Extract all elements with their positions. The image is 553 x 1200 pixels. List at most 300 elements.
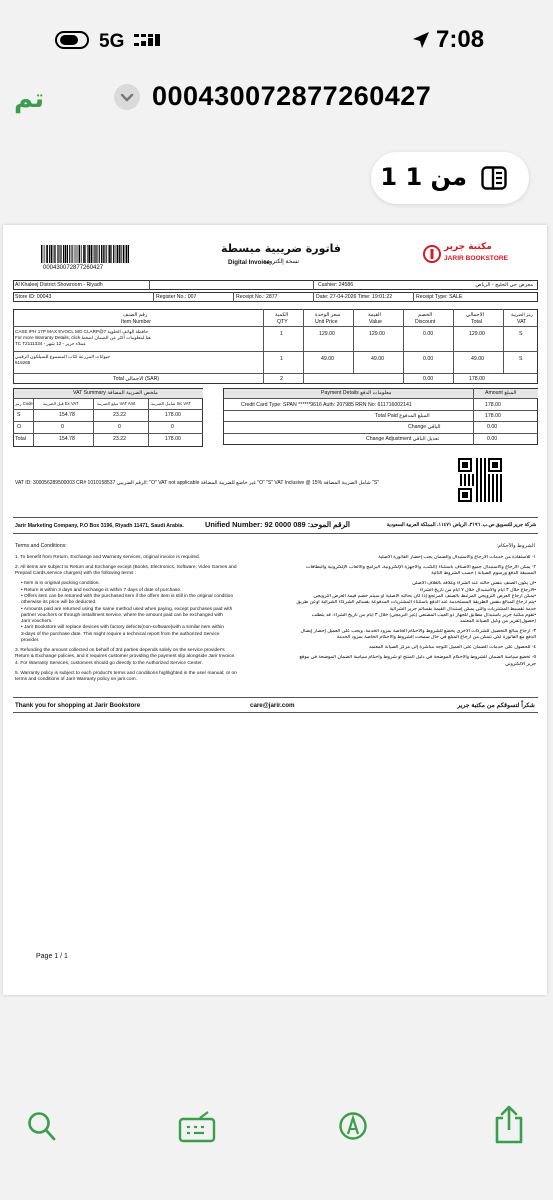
qr-module: [468, 480, 470, 482]
vat-row3-amt: 23.22: [113, 436, 126, 442]
receipt-type: Receipt Type: SALE: [416, 294, 463, 300]
qr-module: [500, 484, 502, 486]
qr-module: [492, 476, 494, 478]
qr-module: [484, 476, 486, 478]
qr-module: [488, 480, 490, 482]
vat-header-inc: شامل الضريبة Inc VAT: [151, 401, 191, 406]
barcode-bar: [115, 245, 116, 263]
cashier: Cashier: 24586: [318, 282, 354, 288]
barcode-bar: [91, 245, 93, 263]
qr-module: [480, 496, 482, 498]
qr-module: [492, 488, 494, 490]
barcode-bar: [54, 245, 55, 263]
qr-module: [496, 478, 498, 480]
item-2-qty: 1: [280, 356, 283, 362]
total-paid-label: Total Paid المبلغ المدفوع: [375, 413, 430, 419]
qr-module: [468, 478, 470, 480]
barcode-bar: [51, 245, 53, 263]
qr-module: [496, 494, 498, 496]
page-indicator[interactable]: [371, 152, 529, 204]
qr-module: [496, 490, 498, 492]
qr-module: [480, 476, 482, 478]
logo-text-ar: مكتبة جرير: [444, 242, 492, 252]
terms-en-line: 3. Refunding the amount collected on behalf of 3rd parties depends solely on the service provider's: [15, 648, 225, 653]
text-markup-icon[interactable]: [178, 1110, 216, 1144]
terms-en-line: • Item is in original packing condition.: [21, 581, 100, 587]
barcode-bar: [99, 245, 100, 263]
qr-module: [484, 496, 486, 498]
document-title: 000430072877260427: [152, 81, 432, 111]
barcode-bar: [108, 245, 109, 263]
item-2-vat: S: [519, 356, 523, 362]
barcode-bar: [103, 245, 104, 263]
qr-module: [500, 496, 502, 498]
qr-module: [500, 486, 502, 488]
header-qty-ar: الكمية: [275, 312, 289, 318]
qr-module: [488, 486, 490, 488]
qr-module: [484, 462, 486, 464]
item-2-total: 49.00: [471, 356, 484, 362]
qr-module: [476, 458, 478, 460]
barcode-number: 000430072877260427: [43, 265, 104, 271]
qr-module: [464, 476, 466, 478]
barcode-bar: [45, 245, 46, 263]
total-qty: 2: [280, 376, 283, 382]
logo-text-en: JARIR BOOKSTORE: [444, 255, 508, 262]
header-discount-en: Discount: [415, 319, 436, 325]
vat-row1-amt: 23.22: [113, 412, 126, 418]
barcode-bar: [72, 245, 73, 263]
barcode-bar: [46, 245, 48, 263]
qr-module: [476, 476, 478, 478]
item-2-value: 49.00: [371, 356, 384, 362]
qr-module: [460, 480, 462, 482]
qr-module: [464, 474, 466, 476]
page-number: Page 1 / 1: [36, 953, 68, 960]
pen-annotate-icon[interactable]: [338, 1110, 368, 1144]
qr-module: [496, 486, 498, 488]
company-address-ar: شركة جرير للتسويق ص.ب. ٣١٩٦، الرياض ١١٤٧١، المملكة العربية السعودية: [386, 523, 536, 528]
terms-ar-line: •أن يكون الصنف بنفس حالته عند الشراء وغلافه بالغلاف الأصلي: [412, 581, 536, 587]
terms-en-line: Jarir vouchers.: [21, 619, 53, 625]
showroom-en: Al Khaleej District Showroom - Riyadh: [15, 282, 103, 288]
qr-finder: [492, 462, 498, 468]
qr-module: [484, 460, 486, 462]
header-total-ar: الاجمالي: [466, 312, 485, 318]
done-button[interactable]: تم: [14, 84, 45, 114]
invoice-title-en-ar: نسخة إلكترونية: [263, 259, 300, 265]
barcode-bar: [87, 245, 88, 263]
qr-module: [492, 500, 494, 502]
terms-ar-line: ٤- للحصول على خدمات الضمان على العميل التوجه مباشرة إلى مركز الصيانة المعتمد: [368, 645, 536, 651]
register-no: Register No.: 007: [156, 294, 197, 300]
barcode-bar: [77, 245, 78, 263]
qr-module: [488, 494, 490, 496]
header-value-ar: القيمة: [368, 312, 381, 318]
terms-ar-line: •يمكن ارجاع العرض الترويجي المرتبط بالصنف المرتجع إذا كان بحالته الأصلية أو سيتم خصم قيمة العرض الترويجي: [313, 593, 536, 599]
total-amount: 178.00: [469, 376, 485, 382]
change-adjustment-amount: 0.00: [487, 436, 498, 442]
barcode-bar: [60, 245, 61, 263]
qr-module: [480, 494, 482, 496]
terms-en-line: 3-days of the purchase date. This might require a technical report from the authorized Service: [21, 631, 220, 637]
vat-row3-code: Total: [15, 436, 26, 442]
barcode-bar: [76, 245, 77, 263]
terms-en-line: 2. All items are subject to Return and Exchange except (Books, Electronics, Software, Video Games and: [15, 565, 237, 570]
qr-module: [500, 488, 502, 490]
qr-module: [484, 458, 486, 460]
barcode-bar: [81, 245, 82, 263]
qr-module: [476, 480, 478, 482]
vat-info-line: VAT ID: 300056289500003 CR# 1010158537 الرقم الضريبي: "O" VAT not applicable غير خاضع للضريبة المضافة "O" "S" VAT Inclusive @ 15% شامل الضريبة المضافة "S": [15, 480, 379, 486]
barcode-bar: [63, 245, 64, 263]
terms-ar-line: المسبقة الدفع ورسوم الصيانة ) حسب الشروط التالية: [431, 571, 536, 577]
barcode-bar: [104, 245, 105, 263]
qr-finder: [462, 492, 468, 498]
item-2-desc2: 515265: [15, 360, 31, 365]
terms-en-line: Prepaid Cards,service charges) with the following terms :: [15, 571, 137, 577]
thanks-ar: شكراً لتسوقكم من مكتبة جرير: [457, 702, 535, 709]
qr-module: [484, 484, 486, 486]
qr-code-image: [458, 458, 502, 502]
qr-module: [480, 480, 482, 482]
qr-module: [476, 494, 478, 496]
qr-module: [460, 474, 462, 476]
vat-row2-amt: 0: [118, 424, 121, 430]
qr-module: [460, 478, 462, 480]
barcode-bar: [117, 245, 119, 263]
barcode-bar: [79, 245, 81, 263]
terms-ar-line: •يتم ارجاع المبالغ بنفس الطريقة المستخدمة عند الدفع باستثناء المشتريات المدفوعة بقسائم الشركاء الشرائية أوعن طريق: [296, 600, 536, 606]
invoice-title-ar: فاتورة ضريبية مبسطة: [221, 242, 341, 255]
terms-en-line: partner vouchers or through installment service, where the amount paid can be exchanged with: [21, 612, 223, 618]
qr-module: [492, 490, 494, 492]
qr-module: [484, 464, 486, 466]
terms-ar-line: ٣- ارجاع مبالغ التحصيل للشركات الأخرى يخضع للشروط والأحكام الخاصة بمزود الخدمة. ويجب على العميل إحضار إيصال: [300, 629, 536, 635]
qr-module: [484, 488, 486, 490]
barcode-bar: [121, 245, 122, 263]
qr-module: [484, 478, 486, 480]
change-label: Change الباقي: [408, 424, 441, 430]
barcode-bar: [74, 245, 75, 263]
qr-module: [480, 472, 482, 474]
header-item-ar: رقم الصنف: [123, 312, 148, 318]
qr-module: [480, 486, 482, 488]
terms-en-line: • Return is within 3 days and exchange is within 7 days of date of purchase.: [21, 587, 182, 593]
header-total-en: Total: [471, 319, 482, 325]
barcode-bar: [65, 245, 67, 263]
terms-en-line: 1. To benefit from Return, Exchange and Warranty services, original invoice is required.: [15, 555, 201, 560]
terms-ar-line: •الارجاع خلال ٣ أيام والاستبدال خلال ٧ أيام من تاريخ الشراء: [419, 587, 536, 593]
qr-module: [468, 474, 470, 476]
qr-module: [480, 488, 482, 490]
qr-module: [464, 482, 466, 484]
barcode-bar: [111, 245, 112, 263]
date-time: Date: 27-04-2026 Time: 19:01:22: [316, 294, 393, 300]
store-id: Store ID: 00043: [15, 294, 52, 300]
qr-module: [496, 476, 498, 478]
share-icon[interactable]: [493, 1104, 525, 1144]
page-count: 1 من 1: [380, 163, 467, 191]
qr-module: [492, 478, 494, 480]
qr-module: [480, 498, 482, 500]
item-1-vat: S: [519, 331, 523, 337]
qr-module: [484, 474, 486, 476]
qr-module: [492, 492, 494, 494]
barcode-bar: [113, 245, 114, 263]
vat-row2-inc: 0: [171, 424, 174, 430]
qr-module: [492, 496, 494, 498]
barcode-bar: [93, 245, 94, 263]
qr-module: [484, 480, 486, 482]
qr-module: [480, 484, 482, 486]
qr-module: [476, 478, 478, 480]
barcode-bar: [109, 245, 111, 263]
search-icon[interactable]: [27, 1110, 57, 1144]
qr-module: [500, 498, 502, 500]
support-email: care@jarir.com: [250, 702, 295, 709]
vat-summary-title: VAT Summary ملخص الضريبة المضافة: [73, 390, 158, 396]
barcode-bar: [88, 245, 90, 263]
invoice-title-en: Digital Invoice: [228, 259, 270, 266]
qr-module: [484, 482, 486, 484]
qr-module: [488, 488, 490, 490]
terms-title-en: Terms and Conditions:: [15, 543, 67, 549]
title-menu-button[interactable]: [114, 84, 140, 110]
qr-module: [496, 496, 498, 498]
item-1-desc3: TC T2111334 - عملاء حرير - 12 شهر: [15, 341, 87, 346]
qr-module: [484, 468, 486, 470]
qr-module: [484, 492, 486, 494]
qr-module: [488, 500, 490, 502]
qr-module: [480, 460, 482, 462]
barcode-bar: [57, 245, 58, 263]
terms-ar-line: جرير الالكتروني: [505, 661, 536, 667]
qr-module: [480, 466, 482, 468]
vat-header-ex: قبل الضريبة Ex VAT: [43, 401, 79, 406]
qr-module: [488, 476, 490, 478]
qr-module: [484, 470, 486, 472]
qr-module: [496, 492, 498, 494]
qr-module: [476, 484, 478, 486]
terms-ar-line: خدمة تقسيط المشتريات والتي يمكن إستبدال القيمة بقسائم جرير الشرائية: [389, 606, 536, 612]
qr-module: [476, 490, 478, 492]
qr-module: [460, 482, 462, 484]
qr-module: [496, 484, 498, 486]
terms-ar-line: ٢- يمكن الارجاع والاستبدال جميع الأصناف باستثناء (الكتب، والأجهزة الإلكترونية، البرامج والألعاب الإلكترونية والبطاقات: [305, 565, 536, 570]
qr-module: [492, 480, 494, 482]
qr-module: [476, 486, 478, 488]
terms-en-line: terms and conditions of Jarir Warranty policy on jarir.com.: [15, 676, 137, 682]
qr-module: [480, 482, 482, 484]
terms-ar-line: الدفع مع الفاتورة لكي نتمكن من ارجاع المبلغ في حال سمحت الشروط والأحكام الخاصة بمزود الخدمة: [336, 635, 536, 641]
qr-module: [480, 474, 482, 476]
terms-en-line: provider.: [21, 638, 40, 643]
thanks-en: Thank you for shopping at Jarir Bookstore: [15, 702, 141, 709]
qr-module: [496, 480, 498, 482]
qr-module: [468, 482, 470, 484]
qr-module: [496, 474, 498, 476]
qr-module: [480, 468, 482, 470]
qr-module: [488, 498, 490, 500]
barcode-bar: [128, 245, 129, 263]
qr-module: [472, 478, 474, 480]
terms-ar-line: ١- للاستفادة من خدمات الارجاع والاستبدال والضمان يجب إحضار الفاتورة الأصلية: [378, 555, 536, 560]
invoice-page: [3, 225, 547, 995]
qr-module: [476, 464, 478, 466]
qr-module: [476, 500, 478, 502]
qr-module: [500, 500, 502, 502]
header-qty-en: QTY: [277, 319, 288, 325]
barcode-bar: [94, 245, 95, 263]
vat-header-amt: مبلغ الضريبة VAT Amt: [97, 401, 136, 406]
terms-ar-line: ٥- تخضع سياسة الضمان للشروط والأحكام الموضحة في دليل المنتج أو شروط وأحكام سياسة الضمان الموضحة في موقع: [299, 655, 536, 661]
vat-row3-inc: 178.00: [165, 436, 181, 442]
total-discount: 0.00: [423, 376, 434, 382]
qr-module: [488, 496, 490, 498]
qr-module: [500, 482, 502, 484]
qr-module: [500, 494, 502, 496]
location-arrow-icon: [411, 30, 431, 50]
qr-module: [480, 500, 482, 502]
header-price-ar: سعر الوحدة: [315, 312, 341, 318]
barcode-bar: [119, 245, 120, 263]
qr-module: [496, 482, 498, 484]
qr-module: [476, 468, 478, 470]
qr-module: [500, 492, 502, 494]
qr-module: [472, 474, 474, 476]
qr-module: [492, 484, 494, 486]
qr-module: [480, 470, 482, 472]
amount-header: Amount المبلغ: [485, 390, 517, 396]
item-1-qty: 1: [280, 331, 283, 337]
vat-row3-ex: 154.78: [59, 436, 75, 442]
item-2-desc1: حيوانات المزرعة كتاب المسموع للسيلكون الرقمي: [15, 354, 111, 359]
qr-module: [500, 474, 502, 476]
qr-module: [472, 484, 474, 486]
qr-module: [468, 484, 470, 486]
qr-module: [500, 476, 502, 478]
qr-module: [488, 478, 490, 480]
qr-module: [480, 464, 482, 466]
qr-module: [460, 476, 462, 478]
barcode-bar: [41, 245, 42, 263]
qr-module: [464, 480, 466, 482]
vat-row1-ex: 154.78: [59, 412, 75, 418]
status-bar: [0, 0, 553, 80]
qr-module: [488, 492, 490, 494]
item-1-discount: 0.00: [423, 331, 434, 337]
qr-module: [480, 462, 482, 464]
item-1-total: 129.00: [469, 331, 485, 337]
barcode-bar: [106, 245, 107, 263]
qr-module: [496, 498, 498, 500]
item-1-desc1: CASE IPH 17P MAX EVOCL MG CLARP@7 حافظة الهاتف الخلوية: [15, 329, 149, 334]
qr-module: [492, 474, 494, 476]
chevron-down-icon: [114, 84, 140, 110]
low-power-pill-icon: [55, 31, 89, 49]
header-item-en: Item Number: [121, 319, 151, 325]
qr-module: [496, 488, 498, 490]
qr-module: [488, 484, 490, 486]
card-line: Credit Card Type: SPAN ******9616 Auth: 207985 RRN No: 611716002141: [241, 402, 412, 408]
qr-module: [480, 490, 482, 492]
barcode-bar: [69, 245, 70, 263]
vat-row2-code: O: [17, 424, 22, 430]
barcode-bar: [123, 245, 125, 263]
qr-module: [472, 482, 474, 484]
qr-module: [476, 488, 478, 490]
signal-bars-icon: [134, 32, 162, 48]
qr-finder: [462, 462, 468, 468]
item-2-discount: 0.00: [423, 356, 434, 362]
qr-module: [476, 470, 478, 472]
vat-row2-ex: 0: [61, 424, 64, 430]
card-amount: 178.00: [485, 402, 501, 408]
item-1-desc2: For more Warranty Details, click هنا لمعلومات أكثر عن الضمان اضغط: [15, 335, 151, 340]
qr-module: [476, 482, 478, 484]
qr-module: [488, 474, 490, 476]
qr-module: [476, 462, 478, 464]
clock: 7:08: [436, 26, 485, 53]
qr-module: [500, 490, 502, 492]
sidebar-thumbnails-icon: [481, 166, 507, 190]
qr-module: [484, 472, 486, 474]
terms-en-line: 4. For Warranty Services, customers should go directly to the Authorized Service Center.: [15, 660, 203, 666]
barcode-bar: [101, 245, 102, 263]
barcode-bar: [85, 245, 86, 263]
terms-ar-line: •تقوم مكتبة جرير باستبدال مطابق للجهاز ذو العيب المصنعي (غير البرمجي) خلال ٣ أيام من تاريخ الشراء. قد يتطلب: [311, 612, 536, 618]
barcode-bar: [58, 245, 59, 263]
item-2-price: 49.00: [321, 356, 334, 362]
qr-module: [480, 492, 482, 494]
qr-module: [464, 478, 466, 480]
qr-module: [472, 480, 474, 482]
qr-module: [484, 486, 486, 488]
barcode-bar: [83, 245, 85, 263]
qr-module: [476, 466, 478, 468]
jarir-logo-icon: [423, 245, 441, 263]
change-adjustment-label: Change Adjustment تعديل الباقي: [366, 436, 440, 442]
item-1-price: 129.00: [319, 331, 335, 337]
company-address-en: Jarir Marketing Company, P.O Box 3196, Riyadh 11471, Saudi Arabia.: [15, 523, 184, 529]
header-discount-ar: الخصم: [418, 312, 433, 318]
vat-row1-inc: 178.00: [165, 412, 181, 418]
showroom-ar: معرض حي الخليج - الرياض: [475, 282, 533, 288]
qr-module: [500, 480, 502, 482]
item-1-value: 129.00: [369, 331, 385, 337]
terms-en-line: otherwise its price will be deducted.: [21, 600, 97, 606]
header-vat-en: VAT: [517, 319, 527, 325]
qr-module: [472, 476, 474, 478]
qr-module: [476, 474, 478, 476]
qr-module: [460, 484, 462, 486]
qr-module: [476, 472, 478, 474]
network-type: 5G: [99, 31, 125, 52]
qr-module: [480, 458, 482, 460]
qr-module: [488, 482, 490, 484]
change-amount: 0.00: [487, 424, 498, 430]
terms-en-line: • Amounts paid are returned using the same method used when paying, except purchases paid with: [21, 606, 233, 612]
barcode-bar: [49, 245, 50, 263]
header-value-en: Value: [369, 319, 382, 325]
qr-module: [464, 484, 466, 486]
header-vat-ar: رمز الضريبة: [511, 312, 533, 317]
qr-module: [484, 500, 486, 502]
qr-module: [476, 496, 478, 498]
qr-module: [468, 476, 470, 478]
qr-module: [492, 482, 494, 484]
